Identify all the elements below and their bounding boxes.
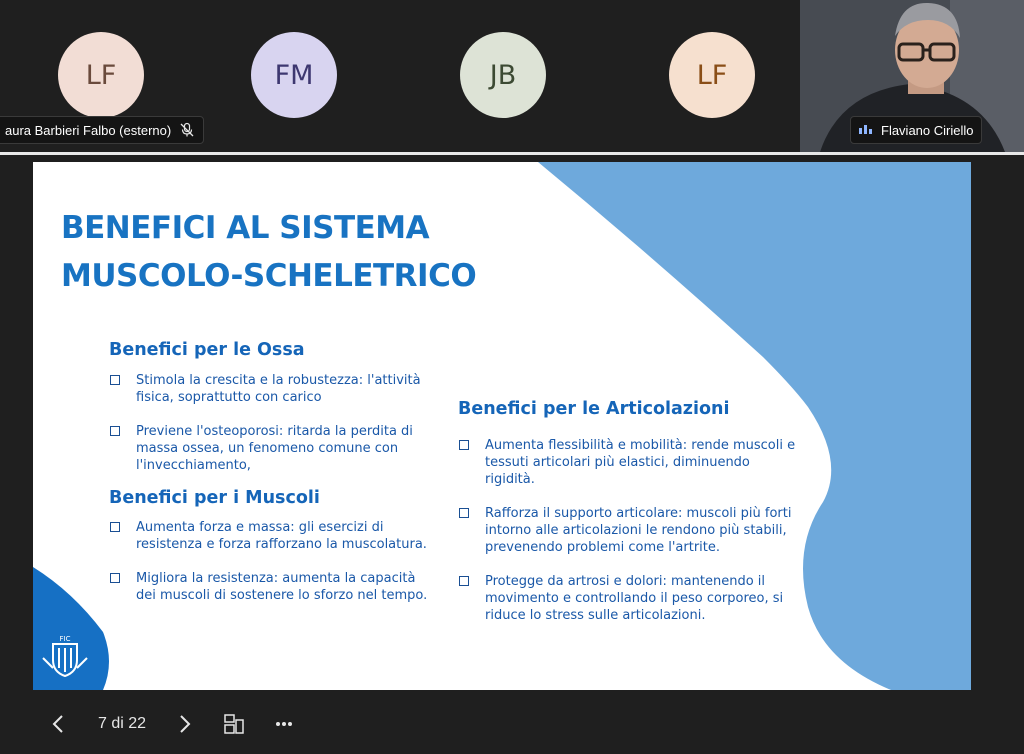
bullet-list-ossa <box>109 372 429 474</box>
participant-video[interactable] <box>800 0 1024 152</box>
participant-gallery <box>0 0 1024 152</box>
avatar-initials: LF <box>696 59 728 91</box>
bullet-text: Stimola la crescita e la robustezza: l'attività fisica, soprattutto con carico <box>136 373 421 405</box>
checkbox-bullet-icon <box>110 426 120 436</box>
participant-avatar[interactable] <box>251 32 337 118</box>
participant-name-tag <box>0 116 204 144</box>
slide-title-line: MUSCOLO-SCHELETRICO <box>61 258 477 294</box>
slide-title <box>61 204 541 300</box>
checkbox-bullet-icon <box>110 375 120 385</box>
bullet-item <box>109 423 429 474</box>
more-options-button[interactable] <box>270 710 298 738</box>
participant-name-tag <box>850 116 982 144</box>
slide-thumbnails-icon <box>223 713 245 735</box>
chevron-left-icon <box>52 714 64 734</box>
bullet-list-muscoli <box>109 519 429 604</box>
checkbox-bullet-icon <box>110 522 120 532</box>
bullet-item <box>109 372 429 406</box>
checkbox-bullet-icon <box>459 440 469 450</box>
section-heading-muscoli: Benefici per i Muscoli <box>109 488 320 508</box>
checkbox-bullet-icon <box>459 576 469 586</box>
bullet-item <box>458 505 798 556</box>
slide-thumbnails-button[interactable] <box>220 710 248 738</box>
bullet-item <box>458 437 798 488</box>
mic-off-icon <box>179 122 195 138</box>
previous-slide-button[interactable] <box>46 711 70 737</box>
bullet-item <box>109 570 429 604</box>
bullet-item <box>109 519 429 553</box>
presentation-slide[interactable] <box>33 162 971 690</box>
checkbox-bullet-icon <box>459 508 469 518</box>
avatar-initials: FM <box>274 59 314 91</box>
presentation-toolbar <box>0 695 1024 754</box>
chevron-right-icon <box>179 714 191 734</box>
checkbox-bullet-icon <box>110 573 120 583</box>
participant-name: Flaviano Ciriello <box>881 122 974 138</box>
bullet-text: Rafforza il supporto articolare: muscoli più forti intorno alle articolazioni le rendono più stabili, prevenendo problemi come l'artrite. <box>485 506 792 555</box>
avatar-initials: LF <box>85 59 117 91</box>
speaking-icon <box>859 125 873 135</box>
bullet-text: Previene l'osteoporosi: ritarda la perdita di massa ossea, un fenomeno comune con l'invecchiamento, <box>136 424 413 473</box>
bullet-text: Protegge da artrosi e dolori: mantenendo il movimento e controllando il peso corporeo, si riduce lo stress sulle articolazioni. <box>485 574 784 623</box>
bullet-item <box>458 573 798 624</box>
more-icon <box>275 721 293 727</box>
slide-title-line: BENEFICI AL SISTEMA <box>61 210 430 246</box>
participant-avatar[interactable] <box>58 32 144 118</box>
participant-avatar[interactable] <box>669 32 755 118</box>
bullet-text: Aumenta forza e massa: gli esercizi di resistenza e forza rafforzano la muscolatura. <box>136 520 427 552</box>
logo-text: FIC <box>59 635 71 643</box>
avatar-initials: JB <box>489 59 517 91</box>
bullet-text: Aumenta flessibilità e mobilità: rende muscoli e tessuti articolari più elastici, diminuendo rigidità. <box>485 438 796 487</box>
participant-name: aura Barbieri Falbo (esterno) <box>5 122 172 138</box>
section-heading-ossa: Benefici per le Ossa <box>109 340 305 360</box>
next-slide-button[interactable] <box>173 711 197 737</box>
federation-logo-icon <box>39 630 91 682</box>
slide-page-indicator: 7 di 22 <box>97 715 147 732</box>
bullet-list-articolazioni <box>458 437 798 624</box>
participant-avatar[interactable] <box>460 32 546 118</box>
section-heading-articolazioni: Benefici per le Articolazioni <box>458 399 730 419</box>
bullet-text: Migliora la resistenza: aumenta la capacità dei muscoli di sostenere lo sforzo nel tempo. <box>136 571 428 603</box>
